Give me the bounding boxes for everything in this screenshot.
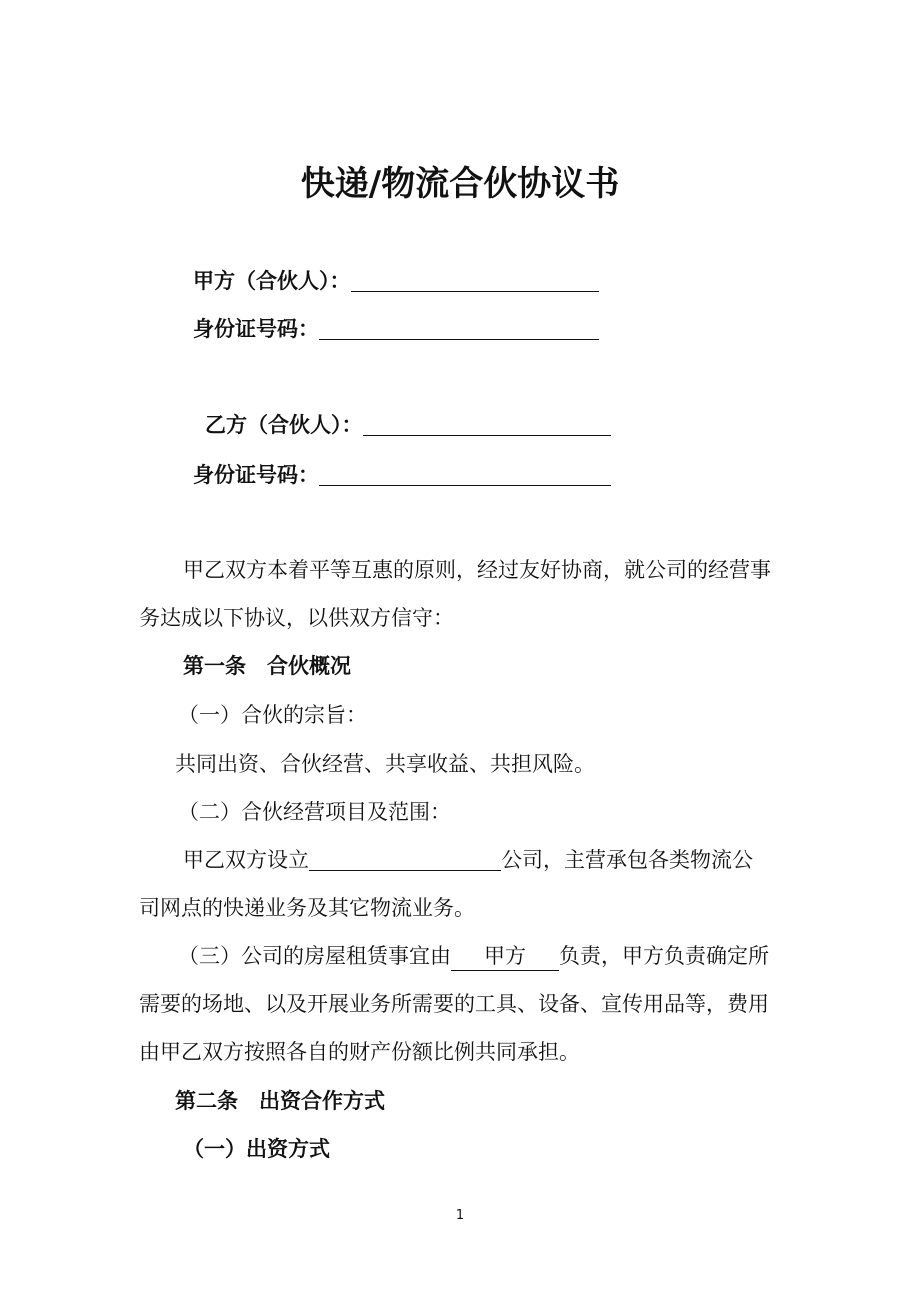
party-a-id-blank[interactable]	[319, 315, 599, 340]
document-title: 快递/物流合伙协议书	[300, 164, 620, 204]
company-name-blank[interactable]	[309, 846, 501, 871]
item-2-pre-text: 甲乙双方设立	[183, 848, 309, 872]
party-b-id-label: 身份证号码：	[193, 462, 319, 487]
intro-line-1: 甲乙双方本着平等互惠的原则，经过友好协商，就公司的经营事	[183, 558, 771, 582]
item-3-post-text: 负责，甲方负责确定所	[559, 944, 769, 968]
article-1-heading: 第一条 合伙概况	[183, 653, 351, 678]
article-1-item-3-line-3: 由甲乙双方按照各自的财产份额比例共同承担。	[139, 1040, 580, 1064]
item-3-pre-text: （三）公司的房屋租赁事宜由	[178, 944, 451, 968]
party-a-row	[193, 266, 599, 296]
party-b-row	[205, 410, 611, 440]
page-number: 1	[455, 1208, 465, 1223]
party-a-id-row	[193, 314, 599, 344]
party-a-label: 甲方（合伙人）：	[193, 268, 351, 293]
party-a-name-blank[interactable]	[351, 267, 599, 292]
article-1-item-3-row	[178, 941, 769, 971]
party-a-id-label: 身份证号码：	[193, 316, 319, 341]
article-1-item-2-row	[183, 845, 753, 875]
article-1-item-2-heading: （二）合伙经营项目及范围：	[178, 800, 451, 824]
article-2-heading: 第二条 出资合作方式	[175, 1088, 385, 1113]
party-b-label: 乙方（合伙人）：	[205, 412, 363, 437]
party-b-name-blank[interactable]	[363, 411, 611, 436]
party-b-id-blank[interactable]	[319, 461, 611, 486]
article-1-item-2-line-2: 司网点的快递业务及其它物流业务。	[139, 896, 475, 920]
article-1-item-1-text: 共同出资、合伙经营、共享收益、共担风险。	[175, 752, 595, 776]
intro-line-2: 务达成以下协议，以供双方信守：	[139, 606, 454, 630]
article-1-item-1-heading: （一）合伙的宗旨：	[178, 703, 367, 727]
article-2-item-1-heading: （一）出资方式	[183, 1136, 330, 1161]
lease-responsible-party-field[interactable]: 甲方	[451, 942, 559, 971]
party-b-id-row	[193, 460, 611, 490]
item-2-post-text: 公司，主营承包各类物流公	[501, 848, 753, 872]
article-1-item-3-line-2: 需要的场地、以及开展业务所需要的工具、设备、宣传用品等，费用	[139, 992, 769, 1016]
